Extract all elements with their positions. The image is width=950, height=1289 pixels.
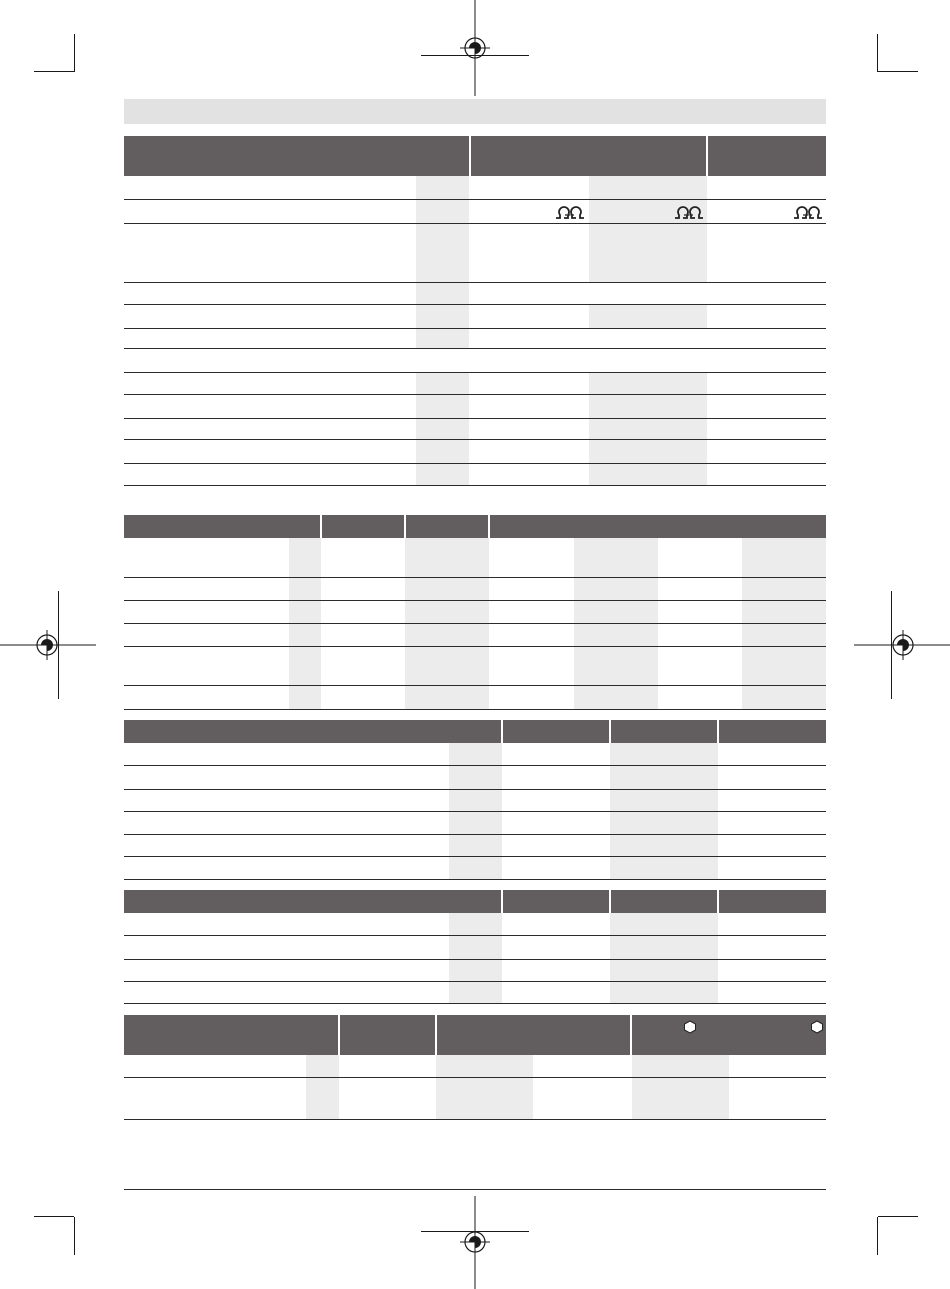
row-rule <box>124 811 826 812</box>
registration-mark-icon <box>854 625 950 665</box>
row-rule <box>124 439 826 440</box>
table-header <box>124 720 826 743</box>
shaded-value-column <box>610 913 718 1003</box>
rotation-direction-icon <box>792 204 824 220</box>
crop-mark-icon <box>74 34 75 72</box>
crop-mark-icon <box>878 71 918 72</box>
registration-mark-icon <box>455 0 495 96</box>
crop-mark-icon <box>34 1216 74 1217</box>
row-rule <box>124 935 826 936</box>
column-divider <box>320 515 322 538</box>
row-rule <box>124 577 826 578</box>
column-divider <box>501 720 503 743</box>
row-rule <box>124 623 826 624</box>
shaded-value-column <box>589 305 707 329</box>
shaded-value-column <box>632 1055 729 1119</box>
table-header <box>124 136 826 176</box>
crop-mark-icon <box>34 71 74 72</box>
row-rule <box>124 600 826 601</box>
crop-mark-icon <box>877 1217 878 1255</box>
row-rule <box>124 1119 826 1120</box>
row-rule <box>124 418 826 419</box>
rotation-direction-icon <box>554 204 586 220</box>
shaded-unit-column <box>449 913 502 1003</box>
table-header <box>124 515 826 538</box>
hexagon-shank-icon <box>810 1020 824 1034</box>
table-header <box>124 1015 826 1055</box>
rotation-direction-icon <box>673 204 705 220</box>
shaded-unit-column <box>416 373 469 485</box>
column-divider <box>717 890 719 913</box>
row-rule <box>124 463 826 464</box>
page-top-band <box>124 99 826 124</box>
column-divider <box>469 136 471 176</box>
crop-mark-icon <box>877 34 878 72</box>
row-rule <box>124 834 826 835</box>
row-rule <box>124 485 826 486</box>
column-divider <box>609 720 611 743</box>
row-rule <box>124 685 826 686</box>
shaded-unit-column <box>416 176 469 348</box>
row-rule <box>124 372 826 373</box>
row-rule <box>124 646 826 647</box>
row-rule <box>124 223 826 224</box>
column-divider <box>717 720 719 743</box>
row-rule <box>124 282 826 283</box>
hexagon-shank-icon <box>683 1020 697 1034</box>
row-rule <box>124 1077 826 1078</box>
row-rule <box>124 789 826 790</box>
crop-mark-icon <box>878 1216 918 1217</box>
row-rule <box>124 304 826 305</box>
column-divider <box>630 1015 632 1055</box>
shaded-value-column <box>589 176 707 283</box>
row-rule <box>124 981 826 982</box>
row-rule <box>124 879 826 880</box>
column-divider <box>501 890 503 913</box>
registration-mark-icon <box>455 1196 495 1289</box>
row-rule <box>124 856 826 857</box>
row-rule <box>124 709 826 710</box>
registration-mark-icon <box>0 625 96 665</box>
column-divider <box>488 515 490 538</box>
page-footer-rule <box>124 1189 826 1190</box>
row-rule <box>124 348 826 349</box>
crop-mark-icon <box>74 1217 75 1255</box>
table-header <box>124 890 826 913</box>
column-divider <box>706 136 708 176</box>
column-divider <box>609 890 611 913</box>
row-rule <box>124 1003 826 1004</box>
column-divider <box>404 515 406 538</box>
shaded-value-column <box>589 373 707 485</box>
row-rule <box>124 394 826 395</box>
row-rule <box>124 765 826 766</box>
row-rule <box>124 199 826 200</box>
row-rule <box>124 328 826 329</box>
row-rule <box>124 959 826 960</box>
shaded-value-column <box>436 1055 533 1119</box>
column-divider <box>338 1015 340 1055</box>
column-divider <box>435 1015 437 1055</box>
shaded-unit-column <box>306 1055 339 1119</box>
